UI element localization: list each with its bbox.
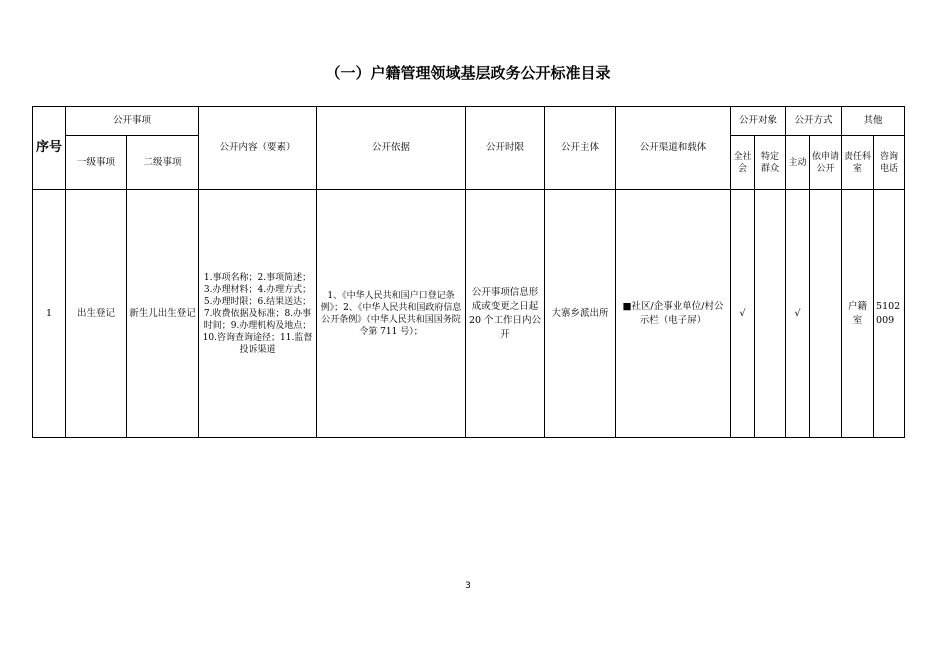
catalog-table [32,106,905,438]
table-row [33,190,905,438]
cell-method-active: √ [786,190,810,438]
cell-subject: 大寨乡派出所 [545,190,616,438]
header-target-specific: 特定群众 [755,136,786,190]
cell-content: 1.事项名称；2.事项简述；3.办理材料；4.办理方式；5.办理时限；6.结果送达；7.收费依据及标准；8.办事时间；9.办理机构及地点；10.咨询查询途径；11.监督投诉渠道 [199,190,317,438]
cell-phone: 5102009 [874,190,905,438]
page-number: 3 [465,581,471,591]
header-time-limit: 公开时限 [466,107,545,190]
header-phone: 咨询电话 [874,136,905,190]
header-dept: 责任科室 [842,136,874,190]
cell-target-specific [755,190,786,438]
cell-dept: 户籍室 [842,190,874,438]
header-content: 公开内容（要素） [199,107,317,190]
header-channel: 公开渠道和载体 [616,107,731,190]
header-other: 其他 [842,107,905,136]
header-method: 公开方式 [786,107,842,136]
header-basis: 公开依据 [317,107,466,190]
cell-seq: 1 [33,190,66,438]
header-public-matters: 公开事项 [66,107,199,136]
header-level1: 一级事项 [66,136,127,190]
cell-method-request [810,190,842,438]
header-subject: 公开主体 [545,107,616,190]
header-seq: 序号 [33,107,66,190]
header-method-request: 依申请公开 [810,136,842,190]
cell-target-all: √ [731,190,755,438]
cell-basis: 1、《中华人民共和国户口登记条例》；2、《中华人民共和国政府信息公开条例》（中华人民共和国国务院令第 711 号）； [317,190,466,438]
header-target: 公开对象 [731,107,786,136]
cell-level2: 新生儿出生登记 [127,190,199,438]
cell-channel: ■社区/企事业单位/村公示栏（电子屏） [616,190,731,438]
header-target-all: 全社会 [731,136,755,190]
header-level2: 二级事项 [127,136,199,190]
page-title: （一）户籍管理领域基层政务公开标准目录 [325,64,611,82]
cell-time-limit: 公开事项信息形成或变更之日起 20 个工作日内公开 [466,190,545,438]
header-method-active: 主动 [786,136,810,190]
cell-level1: 出生登记 [66,190,127,438]
